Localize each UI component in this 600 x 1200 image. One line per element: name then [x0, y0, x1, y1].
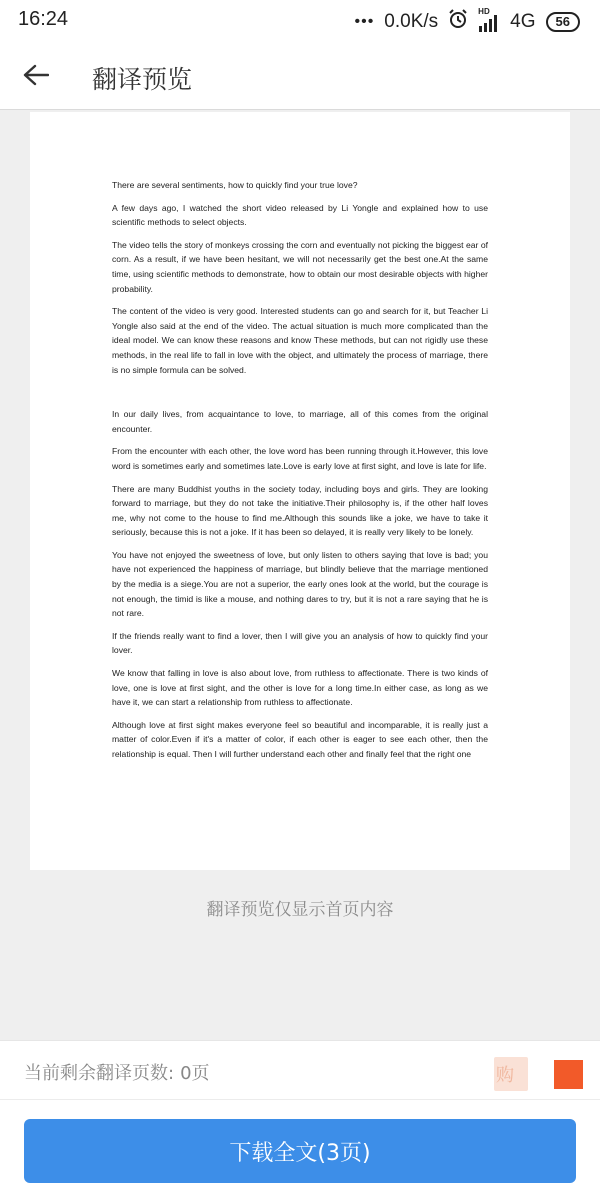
bottom-panel	[0, 1040, 600, 1200]
arrow-left-icon	[23, 64, 49, 90]
document-text	[112, 178, 488, 770]
divider	[0, 1099, 600, 1100]
document-paragraph: In our daily lives, from acquaintance to love, to marriage, all of this comes from the original encounter.	[112, 409, 488, 434]
document-paragraph: A few days ago, I watched the short video released by Li Yongle and explained how to use scientific methods to select objects.	[112, 202, 488, 228]
document-paragraph: Although love at first sight makes everyone feel so beautiful and incomparable, it is really just a matter of color.Even if it's a matter of color, if each other is eager to see each other, then the relationship is equal. Then I will further understand each other and finally feel that the right one	[112, 719, 488, 759]
status-time: 16:24	[18, 8, 69, 30]
hd-label: HD	[478, 7, 490, 16]
document-preview	[30, 112, 570, 870]
battery-indicator: 56	[546, 12, 580, 32]
alarm-icon	[448, 9, 468, 35]
app-header	[0, 44, 600, 110]
document-paragraph: If the friends really want to find a lover, then I will give you an analysis of how to quickly find your lover.	[112, 630, 488, 656]
preview-note: 翻译预览仅显示首页内容	[206, 900, 394, 920]
document-paragraph: From the encounter with each other, the love word has been running through it.However, this love word is sometimes early and sometimes late.Love is early love at first sight, and love is late for life.	[112, 446, 488, 471]
document-paragraph: There are several sentiments, how to quickly find your true love?	[112, 180, 358, 190]
notification-dots-icon: •••	[354, 13, 375, 30]
back-button[interactable]	[16, 57, 56, 97]
recharge-hint	[494, 1057, 528, 1091]
download-full-button[interactable]: 下载全文(3页)	[24, 1119, 576, 1183]
remaining-value: 0页	[180, 1063, 210, 1084]
signal-icon	[478, 7, 500, 32]
page-title: 翻译预览	[92, 65, 193, 94]
status-icons	[354, 8, 580, 36]
buy-badge-button[interactable]	[554, 1060, 583, 1089]
document-paragraph: We know that falling in love is also about love, from ruthless to affectionate. There is two kinds of love, one is love at first sight, and the other is love for a long time.In either case, as long as we have it, we can start a relationship from ruthless to affectionate.	[112, 668, 488, 708]
remaining-label: 当前剩余翻译页数:	[24, 1063, 175, 1084]
document-paragraph: The video tells the story of monkeys crossing the corn and eventually not picking the biggest ear of corn. As a result, if we have been hesitant, we will not necessarily get the best one.At the same time, using scientific methods to demonstrate, how to obtain our most desirable objects with higher probability.	[112, 239, 488, 294]
document-paragraph: The content of the video is very good. Interested students can go and search for it, but Teacher Li Yongle also said at the end of the video. The actual situation is much more complicated than the ideal model. We can know these reasons and know These methods, but can not rigidly use these methods, in the real life to fall in love with the object, and ultimately the process of marriage, there is no simple formula can be solved.	[112, 306, 488, 375]
network-type: 4G	[510, 11, 536, 32]
status-bar	[0, 0, 600, 44]
remaining-pages	[24, 1059, 210, 1085]
document-paragraph: You have not enjoyed the sweetness of love, but only listen to others saying that love is bad; you have not experienced the happiness of marriage, but blindly believe that the marriage mentioned by the media is a siege.You are not a superior, the early ones look at the world, but the courage is not enough, the timid is like a mouse, and nothing dares to try, but it is not a rare saying that he is not rare.	[112, 549, 488, 619]
document-paragraph: There are many Buddhist youths in the society today, including boys and girls. They are looking forward to marriage, but they do not take the initiative.Their philosophy is, if the other half loves me, why not come to the house to find me.Although this sounds like a joke, we have to take it seriously, because this is not a joke. If it has been so delayed, it is really very likely to be lonely.	[112, 483, 488, 538]
network-speed: 0.0K/s	[384, 11, 439, 32]
